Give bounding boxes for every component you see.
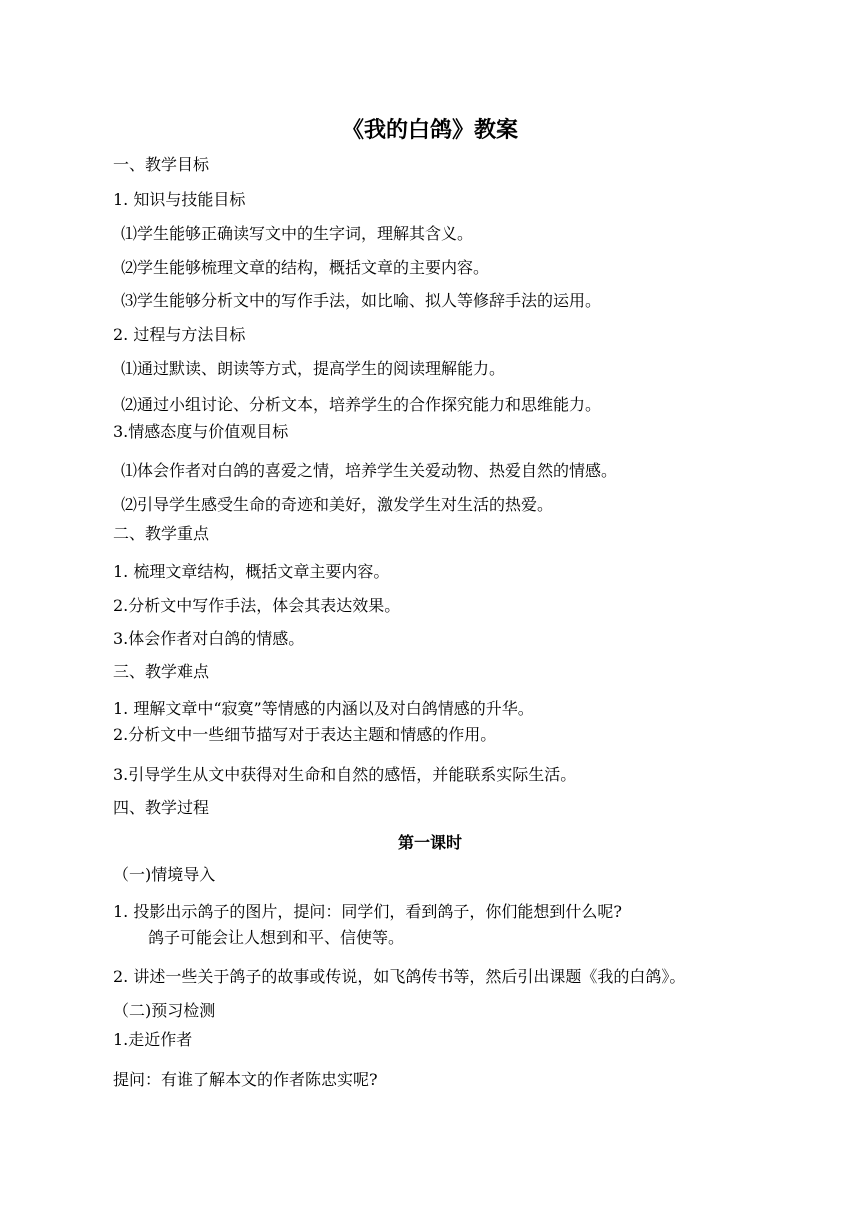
goal-process-method: 2. 过程与方法目标 [113, 325, 246, 344]
goal-emotion-values: 3.情感态度与价值观目标 [113, 422, 289, 441]
goal-item: ⑵学生能够梳理文章的结构，概括文章的主要内容。 [121, 258, 490, 277]
goal-item: ⑵通过小组讨论、分析文本，培养学生的合作探究能力和思维能力。 [121, 395, 602, 414]
key-point-item: 1. 梳理文章结构，概括文章主要内容。 [113, 562, 390, 581]
step-item-continuation: 鸽子可能会让人想到和平、信使等。 [148, 928, 405, 947]
step-heading-preview: （二)预习检测 [113, 1001, 216, 1020]
goal-item: ⑴学生能够正确读写文中的生字词，理解其含义。 [121, 224, 474, 243]
key-point-item: 2.分析文中写作手法，体会其表达效果。 [113, 596, 401, 615]
goal-knowledge-skills: 1. 知识与技能目标 [113, 190, 246, 209]
step-item: 2. 讲述一些关于鸽子的故事或传说，如飞鸽传书等，然后引出课题《我的白鸽》。 [113, 967, 686, 986]
section-heading-process: 四、教学过程 [113, 798, 210, 817]
step-item-question: 提问：有谁了解本文的作者陈忠实呢? [113, 1070, 378, 1089]
step-item: 1. 投影出示鸽子的图片，提问：同学们，看到鸽子，你们能想到什么呢? [113, 902, 622, 921]
step-item: 1.走近作者 [113, 1030, 193, 1049]
difficulty-item: 1. 理解文章中“寂寞”等情感的内涵以及对白鸽情感的升华。 [113, 699, 534, 718]
key-point-item: 3.体会作者对白鸽的情感。 [113, 629, 305, 648]
goal-item: ⑵引导学生感受生命的奇迹和美好，激发学生对生活的热爱。 [121, 495, 554, 514]
section-heading-difficulties: 三、教学难点 [113, 662, 210, 681]
section-heading-key-points: 二、教学重点 [113, 524, 210, 543]
section-heading-goals: 一、教学目标 [113, 155, 210, 174]
difficulty-item: 2.分析文中一些细节描写对于表达主题和情感的作用。 [113, 725, 497, 744]
lesson-subheading: 第一课时 [397, 833, 462, 852]
goal-item: ⑴通过默读、朗读等方式，提高学生的阅读理解能力。 [121, 359, 506, 378]
goal-item: ⑶学生能够分析文中的写作手法，如比喻、拟人等修辞手法的运用。 [121, 291, 602, 310]
step-heading-intro: （一)情境导入 [113, 865, 216, 884]
document-title: 《我的白鸽》教案 [341, 118, 518, 143]
difficulty-item: 3.引导学生从文中获得对生命和自然的感悟，并能联系实际生活。 [113, 765, 577, 784]
goal-item: ⑴体会作者对白鸽的喜爱之情，培养学生关爱动物、热爱自然的情感。 [121, 461, 618, 480]
